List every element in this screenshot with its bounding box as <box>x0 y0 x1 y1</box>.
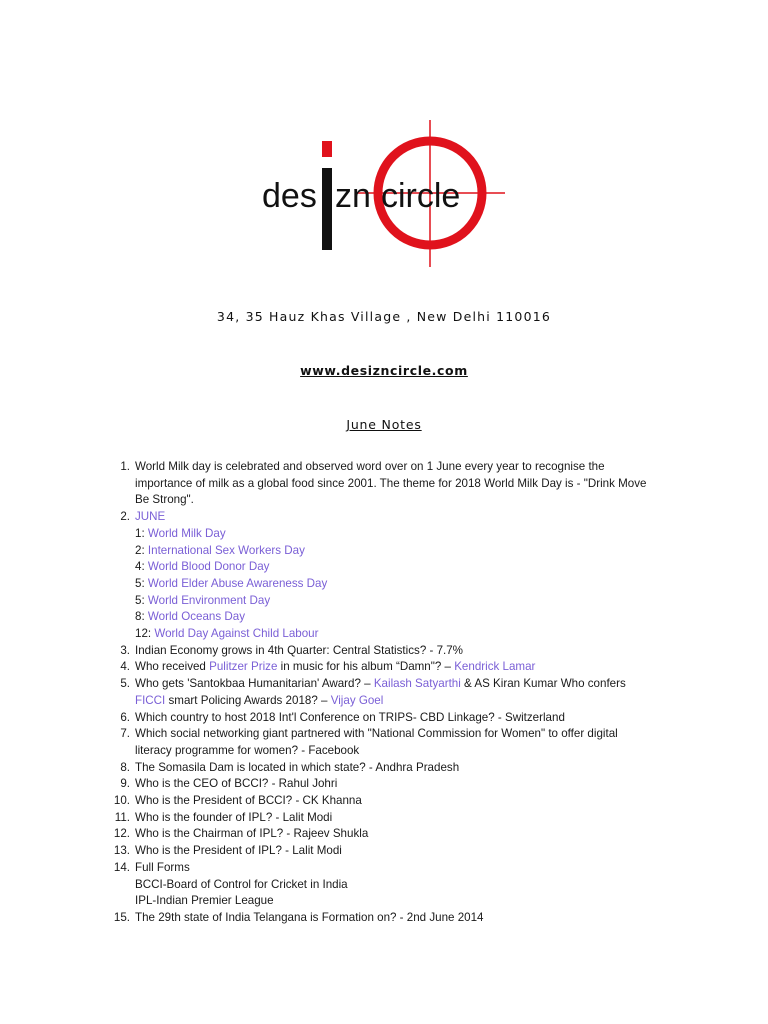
list-item <box>108 459 648 509</box>
list-item <box>108 659 648 676</box>
item-number: 14. <box>113 860 130 874</box>
day-link[interactable]: World Day Against Child Labour <box>154 627 319 641</box>
item-text: & AS Kiran Kumar Who confers <box>460 677 626 691</box>
item-number: 4. <box>120 660 130 674</box>
item-number: 7. <box>120 727 130 741</box>
day-number: 5: <box>135 593 145 607</box>
notes-title: June Notes <box>346 417 422 432</box>
day-row <box>135 609 648 626</box>
item-text: Which country to host 2018 Int'l Conference on TRIPS- CBD Linkage? - Switzerland <box>135 710 565 724</box>
logo-text-des: des <box>262 177 317 215</box>
item-text: Indian Economy grows in 4th Quarter: Central Statistics? - 7.7% <box>135 643 463 657</box>
logo-text-circle: circle <box>381 177 461 215</box>
day-link[interactable]: World Oceans Day <box>147 610 245 624</box>
full-forms-title: Full Forms <box>135 860 190 874</box>
item-text: Who is the CEO of BCCI? - Rahul Johri <box>135 777 338 791</box>
day-number: 12: <box>135 627 152 641</box>
day-number: 4: <box>135 560 145 574</box>
list-item <box>108 793 648 810</box>
list-item <box>108 826 648 843</box>
kailash-satyarthi-link[interactable]: Kailash Satyarthi <box>373 677 461 691</box>
logo-mark <box>0 0 768 280</box>
full-form-line: IPL-Indian Premier League <box>135 894 274 908</box>
june-link[interactable]: JUNE <box>135 510 166 524</box>
day-row <box>135 543 648 560</box>
day-number: 5: <box>135 576 145 590</box>
item-number: 3. <box>120 643 130 657</box>
list-item <box>108 760 648 777</box>
day-row <box>135 526 648 543</box>
item-number: 5. <box>120 677 130 691</box>
list-item <box>108 509 648 643</box>
item-text: Which social networking giant partnered with "National Commission for Women" to offer digital literacy programme for women? - Facebook <box>135 727 618 757</box>
logo-i-stem <box>322 168 332 250</box>
item-text: smart Policing Awards 2018? – <box>165 693 331 707</box>
day-row <box>135 576 648 593</box>
day-row <box>135 559 648 576</box>
kendrick-lamar-link[interactable]: Kendrick Lamar <box>454 660 536 674</box>
item-text: The Somasila Dam is located in which state? - Andhra Pradesh <box>135 760 460 774</box>
item-number: 8. <box>120 760 130 774</box>
item-number: 15. <box>113 910 130 924</box>
day-link[interactable]: International Sex Workers Day <box>147 543 305 557</box>
list-item <box>108 910 648 927</box>
list-item <box>108 676 648 709</box>
logo-i-dot <box>322 141 332 157</box>
item-number: 11. <box>114 810 130 824</box>
day-number: 8: <box>135 610 145 624</box>
day-link[interactable]: World Elder Abuse Awareness Day <box>147 576 328 590</box>
pulitzer-link[interactable]: Pulitzer Prize <box>209 660 278 674</box>
item-text: World Milk day is celebrated and observed word over on 1 June every year to recognise the importance of milk as a global food since 2001. The theme for 2018 World Milk Day is - "Drink Move Be Strong". <box>135 460 647 507</box>
item-text: Who gets 'Santokbaa Humanitarian' Award? – <box>135 677 374 691</box>
day-number: 1: <box>135 526 145 540</box>
item-number: 9. <box>120 777 130 791</box>
list-item <box>108 860 648 910</box>
item-text: Who is the President of IPL? - Lalit Modi <box>135 844 342 858</box>
company-logo <box>0 0 768 280</box>
item-text: in music for his album “Damn"? – <box>277 660 455 674</box>
item-number: 1. <box>120 460 130 473</box>
day-link[interactable]: World Blood Donor Day <box>147 560 270 574</box>
ficci-link[interactable]: FICCI <box>135 693 166 707</box>
day-row <box>135 593 648 610</box>
list-item <box>108 710 648 727</box>
address-line: 34, 35 Hauz Khas Village , New Delhi 110016 <box>216 309 552 324</box>
item-text: Who is the Chairman of IPL? - Rajeev Shukla <box>135 827 369 841</box>
item-number: 6. <box>120 710 130 724</box>
full-form-line: BCCI-Board of Control for Cricket in India <box>135 877 348 891</box>
vijay-goel-link[interactable]: Vijay Goel <box>330 693 384 707</box>
item-text: Who received <box>135 660 210 674</box>
item-text: Who is the President of BCCI? - CK Khanna <box>135 794 362 808</box>
item-number: 12. <box>113 827 130 841</box>
logo-text-zn: zn <box>335 177 371 215</box>
list-item <box>108 843 648 860</box>
list-item <box>108 643 648 660</box>
list-item <box>108 776 648 793</box>
website-link[interactable]: www.desizncircle.com <box>300 363 468 378</box>
day-link[interactable]: World Environment Day <box>147 593 271 607</box>
item-text: The 29th state of India Telangana is Formation on? - 2nd June 2014 <box>135 910 484 924</box>
item-number: 2. <box>120 510 130 524</box>
list-item <box>108 810 648 827</box>
item-text: Who is the founder of IPL? - Lalit Modi <box>135 810 333 824</box>
list-item <box>108 726 648 759</box>
day-number: 2: <box>135 543 145 557</box>
item-number: 10. <box>113 794 130 808</box>
notes-list <box>108 459 648 927</box>
item-number: 13. <box>113 844 130 858</box>
day-link[interactable]: World Milk Day <box>147 526 226 540</box>
day-row <box>135 626 648 643</box>
